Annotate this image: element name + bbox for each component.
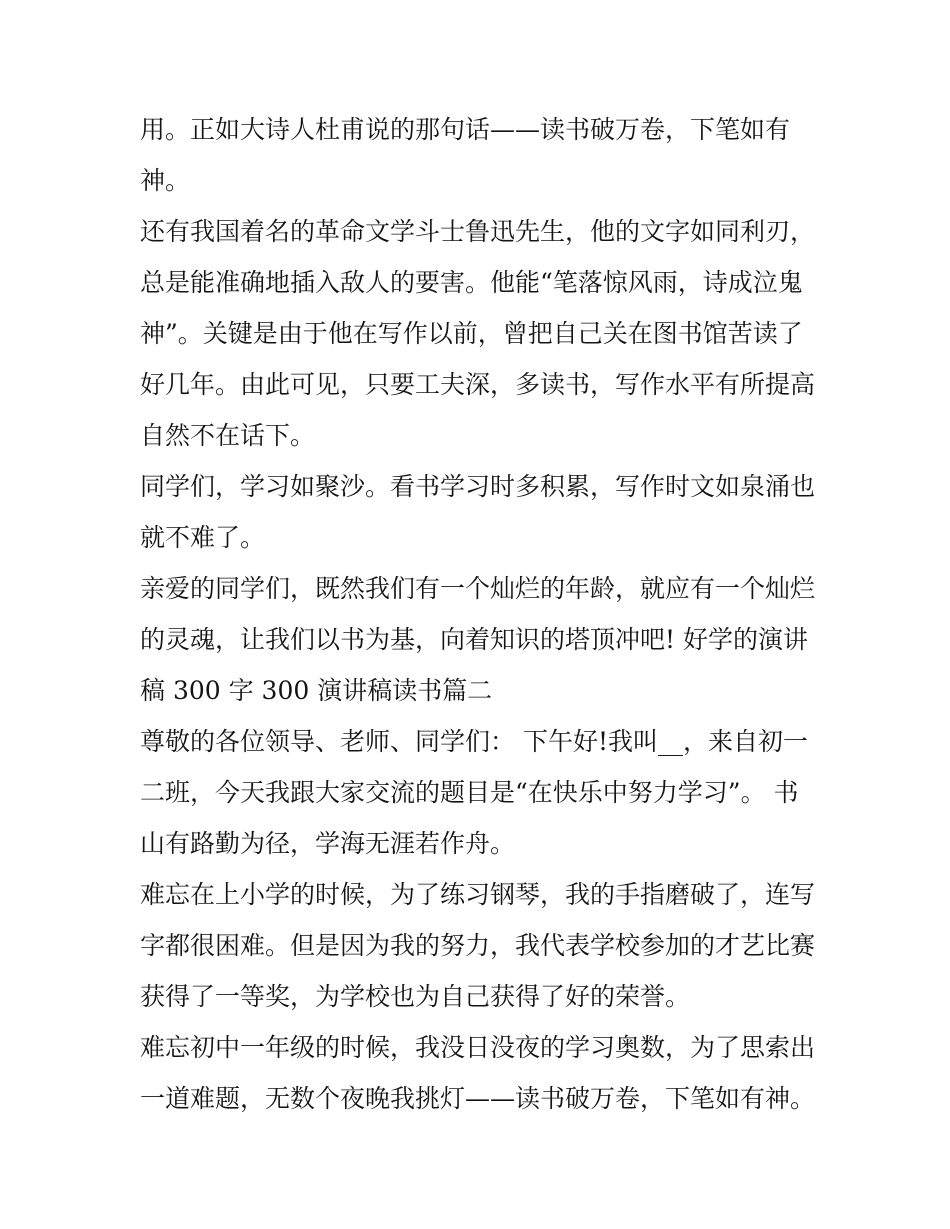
text-line: 神”。关键是由于他在写作以前，曾把自己关在图书馆苦读了 — [140, 319, 803, 348]
text-line: 还有我国着名的革命文学斗士鲁迅先生，他的文字如同利刃， — [140, 217, 816, 246]
text-line: 的灵魂，让我们以书为基，向着知识的塔顶冲吧! 好学的演讲 — [140, 625, 808, 654]
section-heading-line: 稿 300 字 300 演讲稿读书篇二 — [140, 676, 493, 705]
text-line: 尊敬的各位领导、老师、同学们： 下午好!我叫__，来自初一 — [140, 727, 808, 756]
text-line: 好几年。由此可见，只要工夫深，多读书，写作水平有所提高 — [140, 370, 816, 399]
document-body — [140, 104, 820, 1124]
text-line: 一道难题，无数个夜晚我挑灯——读书破万卷，下笔如有神。 — [140, 1084, 816, 1113]
text-line: 用。正如大诗人杜甫说的那句话——读书破万卷，下笔如有 — [140, 115, 791, 144]
text-line: 亲爱的同学们，既然我们有一个灿烂的年龄，就应有一个灿烂 — [140, 574, 816, 603]
text-line: 总是能准确地插入敌人的要害。他能“笔落惊风雨，诗成泣鬼 — [140, 268, 803, 297]
text-line: 同学们，学习如聚沙。看书学习时多积累，写作时文如泉涌也 — [140, 472, 816, 501]
text-line: 自然不在话下。 — [140, 421, 316, 450]
text-line: 获得了一等奖，为学校也为自己获得了好的荣誉。 — [140, 982, 691, 1011]
text-line: 字都很困难。但是因为我的努力，我代表学校参加的才艺比赛 — [140, 931, 816, 960]
text-line: 山有路勤为径，学海无涯若作舟。 — [140, 829, 516, 858]
text-line: 神。 — [140, 166, 191, 195]
text-line: 难忘初中一年级的时候，我没日没夜的学习奥数，为了思索出 — [140, 1033, 816, 1062]
text-line: 就不难了。 — [140, 523, 266, 552]
text-line: 难忘在上小学的时候，为了练习钢琴，我的手指磨破了，连写 — [140, 880, 816, 909]
text-line: 二班，今天我跟大家交流的题目是“在快乐中努力学习”。 书 — [140, 778, 799, 807]
